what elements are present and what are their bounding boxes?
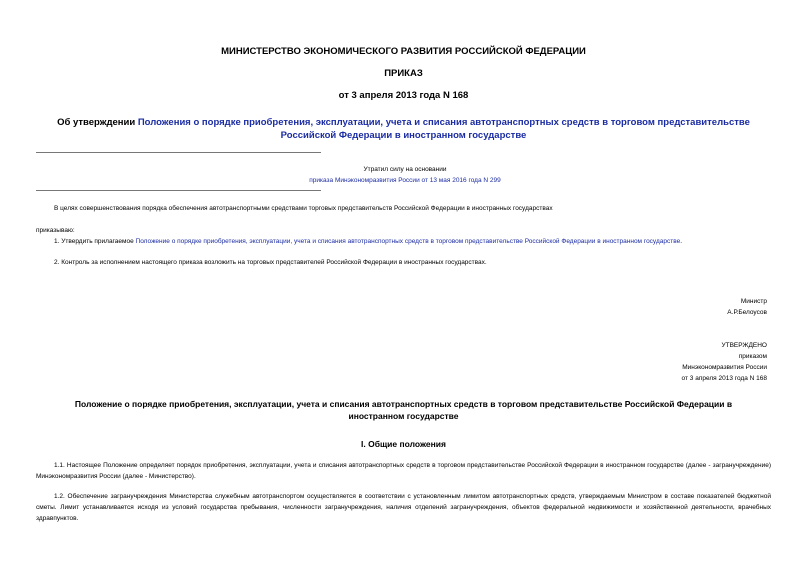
order-item-1 xyxy=(36,236,771,247)
doc-type-heading: ПРИКАЗ xyxy=(384,68,423,79)
section-1-title: I. Общие положения xyxy=(361,439,446,449)
signature-name: А.Р.Белоусов xyxy=(727,309,767,316)
signature-block xyxy=(727,296,767,318)
divider-bottom xyxy=(36,190,321,191)
ministry-heading: МИНИСТЕРСТВО ЭКОНОМИЧЕСКОГО РАЗВИТИЯ РОССИЙСКОЙ ФЕДЕРАЦИИ xyxy=(221,46,586,57)
item1-link[interactable]: Положение о порядке приобретения, эксплуатации, учета и списания автотранспортных средств в торговом представительстве Российской Федерации в иностранном государстве xyxy=(135,238,681,245)
date-number-heading: от 3 апреля 2013 года N 168 xyxy=(338,90,469,101)
approved-line-1: УТВЕРЖДЕНО xyxy=(721,342,767,349)
title-link[interactable]: Положения о порядке приобретения, эксплуатации, учета и списания автотранспортных средств в торговом представительстве Российской Федерации в иностранном государстве xyxy=(137,117,750,141)
paragraph-1-1: 1.1. Настоящее Положение определяет порядок приобретения, эксплуатации, учета и списания автотранспортных средств в торговом представительстве Российской Федерации в иностранном государстве (далее - загранучреждение) Минэкономразвития России (далее - Министерство). xyxy=(36,462,771,480)
status-link[interactable]: приказа Минэкономразвития России от 13 мая 2016 года N 299 xyxy=(309,177,501,184)
order-word: приказываю: xyxy=(36,227,75,234)
document-title xyxy=(36,116,771,142)
divider-top xyxy=(36,152,321,153)
preamble: В целях совершенствования порядка обеспечения автотранспортными средствами торговых представительств Российской Федерации в иностранных государствах xyxy=(54,205,553,212)
signature-position: Министр xyxy=(740,298,767,305)
approved-line-2: приказом xyxy=(738,353,767,360)
title-prefix: Об утверждении xyxy=(57,117,138,128)
approved-line-4: от 3 апреля 2013 года N 168 xyxy=(681,375,767,382)
item1-suffix: . xyxy=(680,238,683,245)
order-item-2: 2. Контроль за исполнением настоящего приказа возложить на торговых представителей Российской Федерации в иностранных государствах. xyxy=(54,259,487,266)
paragraph-1-2: 1.2. Обеспечение загранучреждения Министерства служебным автотранспортом осуществляется в соответствии с установленным лимитом автотранспортных средств, утверждаемым Министром в составе показателей бюджетной сметы. Лимит устанавливается исходя из условий государства пребывания, численности загранучреждения, наличия отделений загранучреждения, объектов федеральной недвижимости и хозяйственной деятельности, врачебных здравпунктов. xyxy=(36,493,771,522)
approved-block xyxy=(682,340,767,384)
approved-line-3: Минэкономразвития России xyxy=(682,364,767,371)
item1-prefix: 1. Утвердить прилагаемое xyxy=(54,238,136,245)
regulation-title: Положение о порядке приобретения, эксплуатации, учета и списания автотранспортных средств в торговом представительстве Российской Федерации в иностранном государстве xyxy=(74,399,733,421)
status-line-1: Утратил силу на основании xyxy=(363,166,447,173)
